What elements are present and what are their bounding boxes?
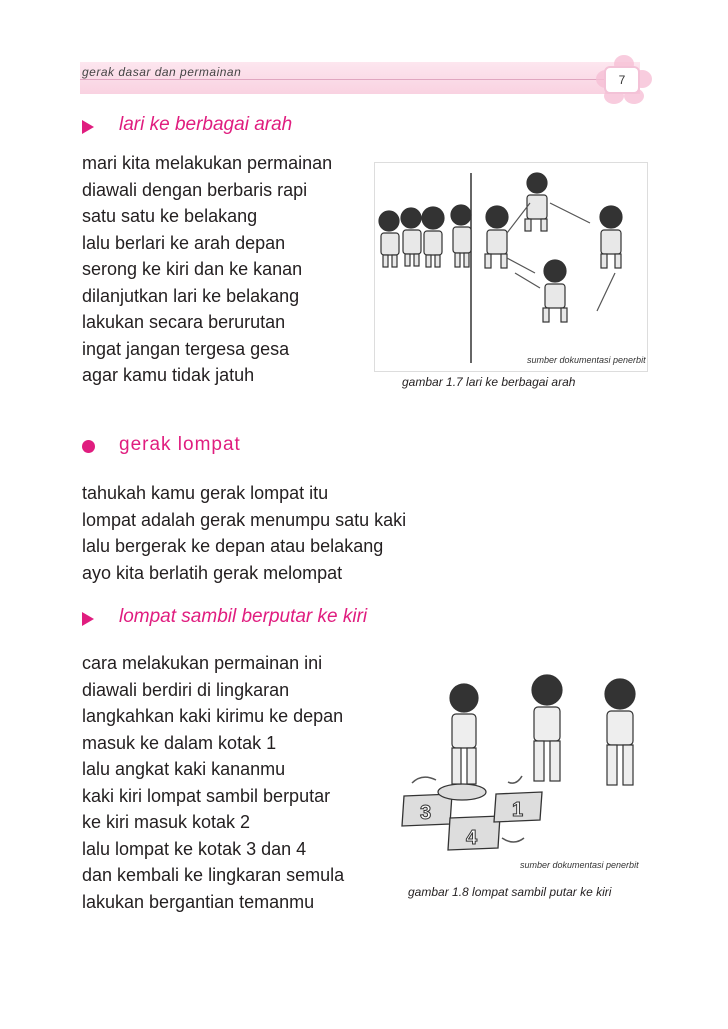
- triangle-bullet-icon: [82, 120, 94, 134]
- section3-paragraph: [82, 650, 344, 915]
- text-line: masuk ke dalam kotak 1: [82, 732, 277, 753]
- figure2-caption: gambar 1.8 lompat sambil putar ke kiri: [408, 885, 612, 899]
- text-line: kaki kiri lompat sambil berputar: [82, 785, 331, 806]
- triangle-bullet-icon: [82, 612, 94, 626]
- text-line: diawali dengan berbaris rapi: [82, 179, 308, 200]
- text-line: lalu angkat kaki kananmu: [82, 759, 286, 779]
- child-figure-icon: [379, 211, 399, 267]
- figure1-caption: gambar 1.7 lari ke berbagai arah: [402, 375, 576, 389]
- text-line: agar kamu tidak jatuh: [82, 365, 255, 385]
- circle-bullet-icon: [82, 440, 95, 453]
- section2-paragraph: [82, 480, 406, 586]
- text-line: lalu bergerak ke depan atau belakang: [82, 536, 384, 556]
- figure-hopscotch-illustration: [392, 668, 650, 878]
- text-line: serong ke kiri dan ke kanan: [82, 259, 303, 279]
- text-line: ke kiri masuk kotak 2: [82, 812, 251, 832]
- hopscotch-label-3: 3: [420, 802, 432, 824]
- text-line: lalu lompat ke kotak 3 dan 4: [82, 838, 307, 859]
- figure2-credit: sumber dokumentasi penerbit: [520, 860, 639, 870]
- running-header-title: gerak dasar dan permainan: [82, 65, 242, 79]
- text-line: langkahkan kaki kirimu ke depan: [82, 706, 344, 726]
- figure-running-illustration: [374, 162, 648, 372]
- text-line: lakukan secara berurutan: [82, 312, 286, 332]
- hopscotch-label-4: 4: [466, 827, 478, 849]
- text-line: ingat jangan tergesa gesa: [82, 338, 290, 359]
- subheading-lari: lari ke berbagai arah: [119, 114, 293, 135]
- text-line: lompat adalah gerak menumpu satu kaki: [82, 509, 407, 530]
- text-line: diawali berdiri di lingkaran: [82, 679, 290, 700]
- text-line: satu satu ke belakang: [82, 206, 258, 226]
- text-line: ayo kita berlatih gerak melompat: [82, 562, 343, 583]
- figure1-credit: sumber dokumentasi penerbit: [527, 355, 646, 365]
- subheading-lompat: lompat sambil berputar ke kiri: [119, 606, 368, 627]
- text-line: cara melakukan permainan ini: [82, 653, 323, 673]
- section-heading-gerak-lompat: gerak lompat: [119, 434, 241, 455]
- text-line: lakukan bergantian temanmu: [82, 891, 315, 912]
- page-number: 7: [604, 66, 640, 94]
- header-rule: [80, 79, 620, 80]
- text-line: dilanjutkan lari ke belakang: [82, 285, 300, 306]
- text-line: dan kembali ke lingkaran semula: [82, 865, 345, 885]
- hopscotch-label-1: 1: [512, 799, 524, 821]
- text-line: tahukah kamu gerak lompat itu: [82, 483, 329, 503]
- text-line: mari kita melakukan permainan: [82, 153, 333, 173]
- text-line: lalu berlari ke arah depan: [82, 232, 286, 253]
- section1-paragraph: [82, 150, 332, 389]
